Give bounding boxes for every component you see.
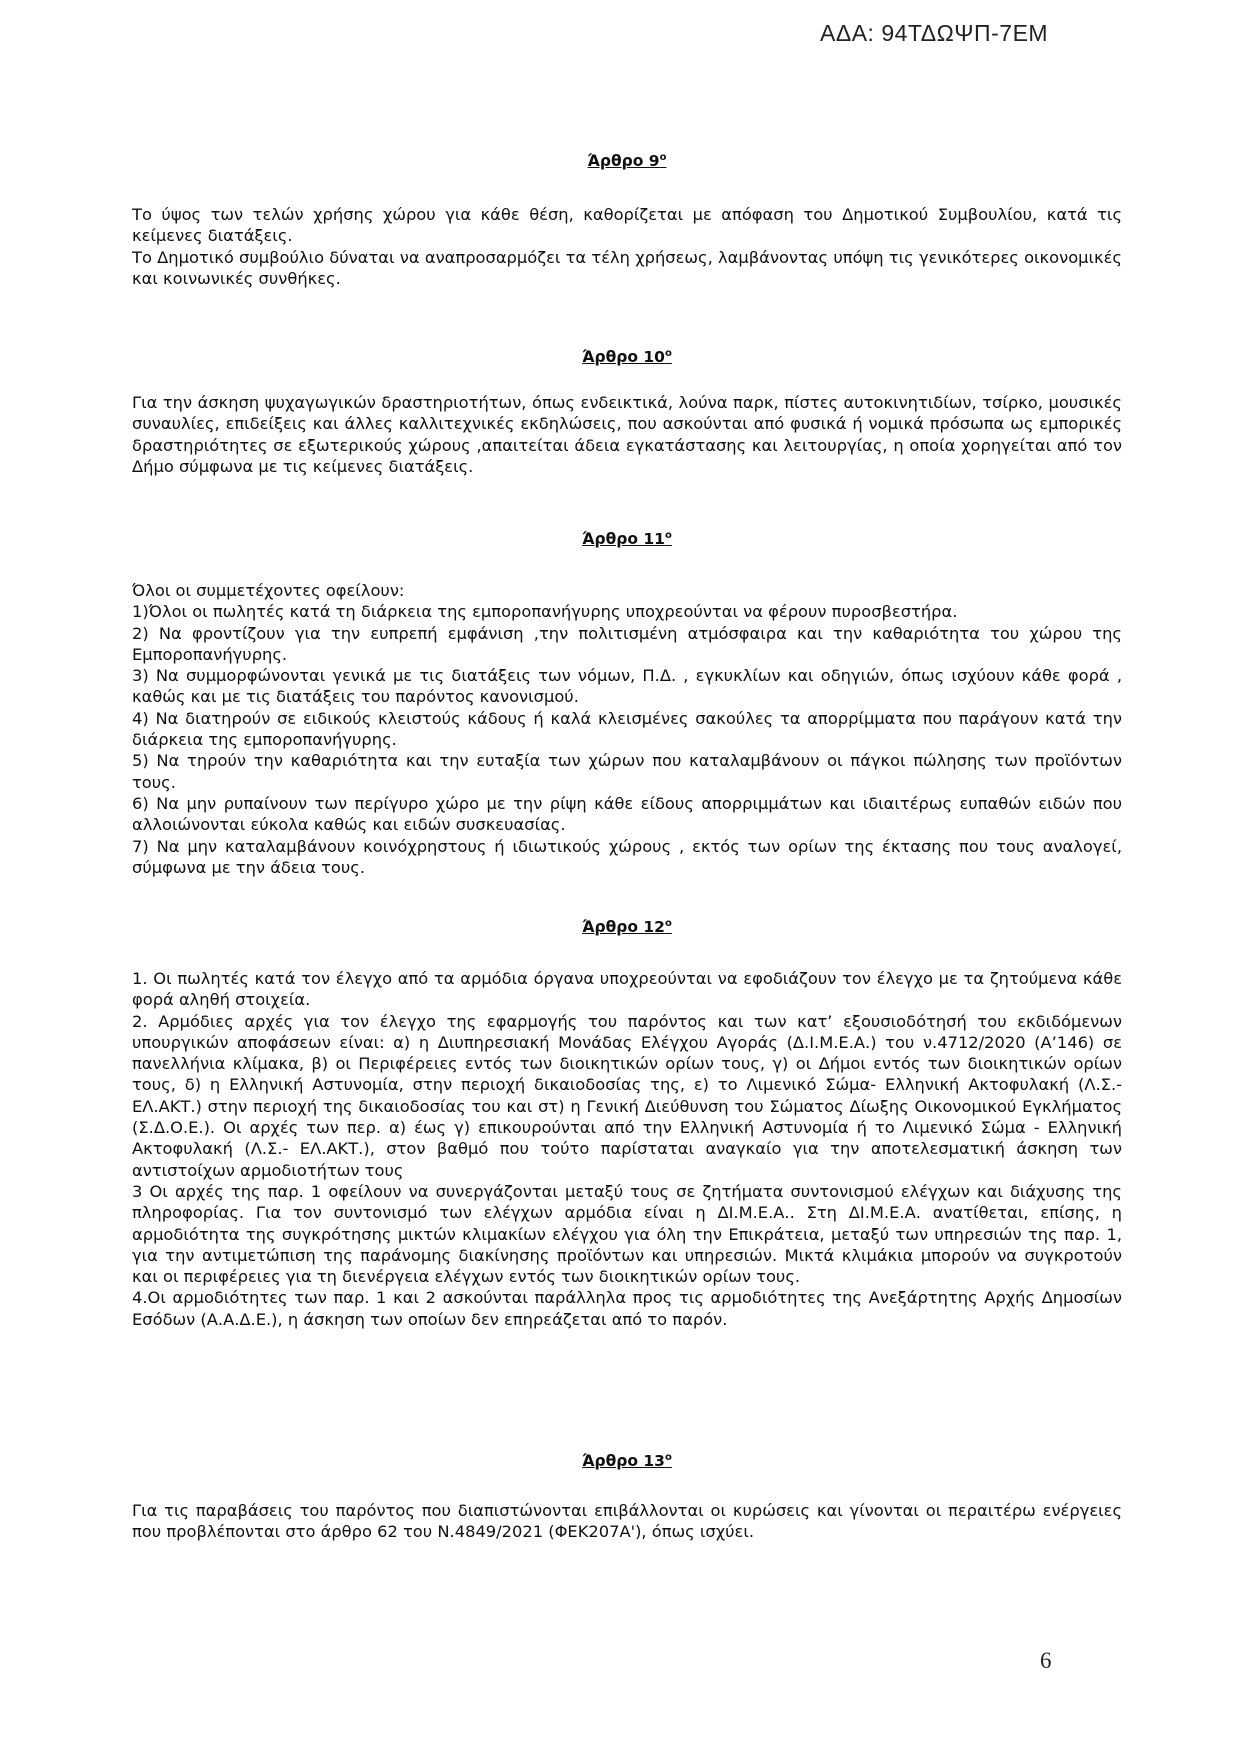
paragraph: 3 Οι αρχές της παρ. 1 οφείλουν να συνεργάζονται μεταξύ τους σε ζητήματα συντονισμού ελέγχων και διάχυσης της πληροφορίας. Για τον συντονισμό των ελέγχων αρμόδια είναι η ΔΙ.Μ.Ε.Α.. Στη ΔΙ.Μ.Ε.Α. ανατίθεται, επίσης, η αρμοδιότητα της συγκρότησης μικτών κλιμακίων ελέγχου για όλη την Επικράτεια, μεταξύ των υπηρεσιών της παρ. 1, για την αντιμετώπιση της παράνομης διακίνησης προϊόντων και υπηρεσιών. Μικτά κλιμάκια μπορούν να συγκροτούν και οι περιφέρειες για τη διενέργεια ελέγχων εντός των διοικητικών ορίων τους. <box>132 1181 1122 1287</box>
article-body <box>132 968 1122 1330</box>
article-body <box>132 1500 1122 1543</box>
paragraph: Για τις παραβάσεις του παρόντος που διαπιστώνονται επιβάλλονται οι κυρώσεις και γίνονται οι περαιτέρω ενέργειες που προβλέπονται στο άρθρο 62 του Ν.4849/2021 (ΦΕΚ207Α'), όπως ισχύει. <box>132 1501 1122 1542</box>
article-heading-text: Άρθρο 12 <box>582 918 665 937</box>
article-heading <box>132 918 1122 936</box>
article-body <box>132 392 1122 477</box>
paragraph: 1. Οι πωλητές κατά τον έλεγχο από τα αρμόδια όργανα υποχρεούνται να εφοδιάζουν τον έλεγχο με τα ζητούμενα κάθε φορά αληθή στοιχεία. <box>132 969 1122 1010</box>
paragraph: 2. Αρμόδιες αρχές για τον έλεγχο της εφαρμογής του παρόντος και των κατ’ εξουσιοδότησή του εκδιδόμενων υπουργικών αποφάσεων είναι: α) η Διυπηρεσιακή Μονάδας Ελέγχου Αγοράς (Δ.Ι.Μ.Ε.Α.) του ν.4712/2020 (Α’146) σε πανελλήνια κλίμακα, β) οι Περιφέρειες εντός των διοικητικών ορίων τους, γ) οι Δήμοι εντός των διοικητικών ορίων τους, δ) η Ελληνική Αστυνομία, στην περιοχή δικαιοδοσίας της, ε) το Λιμενικό Σώμα- Ελληνική Ακτοφυλακή (Λ.Σ.- ΕΛ.ΑΚΤ.) στην περιοχή της δικαιοδοσίας του και στ) η Γενική Διεύθυνση του Σώματος Δίωξης Οικονομικού Εγκλήματος (Σ.Δ.Ο.Ε.). Οι αρχές των περ. α) έως γ) επικουρούνται από την Ελληνική Αστυνομία ή το Λιμενικό Σώμα - Ελληνική Ακτοφυλακή (Λ.Σ.- ΕΛ.ΑΚΤ.), στον βαθμό που τούτο παρίσταται αναγκαίο για την αποτελεσματική άσκηση των αντιστοίχων αρμοδιοτήτων τους <box>132 1011 1122 1180</box>
paragraph: Για την άσκηση ψυχαγωγικών δραστηριοτήτων, όπως ενδεικτικά, λούνα παρκ, πίστες αυτοκινητιδίων, τσίρκο, μουσικές συναυλίες, επιδείξεις και άλλες καλλιτεχνικές εκδηλώσεις, που ασκούνται από φυσικά ή νομικά πρόσωπα ως εμπορικές δραστηριότητες σε εξωτερικούς χώρους ,απαιτείται άδεια εγκατάστασης και λειτουργίας, η οποία χορηγείται από τον Δήμο σύμφωνα με τις κείμενες διατάξεις. <box>132 393 1122 476</box>
article-heading <box>132 530 1122 548</box>
list-item: 3) Να συμμορφώνονται γενικά με τις διατάξεις των νόμων, Π.Δ. , εγκυκλίων και οδηγιών, όπως ισχύουν κάθε φορά , καθώς και με τις διατάξεις του παρόντος κανονισμού. <box>132 666 1122 707</box>
ada-header: ΑΔΑ: 94ΤΔΩΨΠ-7ΕΜ <box>820 20 1049 46</box>
article-body <box>132 204 1122 289</box>
list-item: 2) Να φροντίζουν για την ευπρεπή εμφάνιση ,την πολιτισμένη ατμόσφαιρα και την καθαριότητα του χώρου της Εμποροπανήγυρης. <box>132 623 1122 664</box>
degree-mark: ο <box>659 152 667 163</box>
article-heading <box>132 1452 1122 1470</box>
list-item: 5) Να τηρούν την καθαριότητα και την ευταξία των χώρων που καταλαμβάνουν οι πάγκοι πώλησης των προϊόντων τους. <box>132 751 1122 792</box>
degree-mark: ο <box>664 918 672 929</box>
paragraph: Το Δημοτικό συμβούλιο δύναται να αναπροσαρμόζει τα τέλη χρήσεως, λαμβάνοντας υπόψη τις γενικότερες οικονομικές και κοινωνικές συνθήκες. <box>132 247 1122 288</box>
list-item: 6) Να μην ρυπαίνουν των περίγυρο χώρο με την ρίψη κάθε είδους απορριμμάτων και ιδιαιτέρως ευπαθών ειδών που αλλοιώνονται εύκολα καθώς και ειδών συσκευασίας. <box>132 793 1122 835</box>
paragraph: 4.Οι αρμοδιότητες των παρ. 1 και 2 ασκούνται παράλληλα προς τις αρμοδιότητες της Ανεξάρτητης Αρχής Δημοσίων Εσόδων (Α.Α.Δ.Ε.), η άσκηση των οποίων δεν επηρεάζεται από το παρόν. <box>132 1288 1122 1329</box>
paragraph: Όλοι οι συμμετέχοντες οφείλουν: <box>132 581 405 600</box>
article-heading-text: Άρθρο 10 <box>582 348 665 367</box>
article-heading <box>132 348 1122 366</box>
page-number: 6 <box>1040 1648 1052 1673</box>
article-heading <box>132 152 1122 170</box>
article-heading-text: Άρθρο 13 <box>582 1452 665 1471</box>
degree-mark: ο <box>664 530 672 541</box>
list-item: 1)Όλοι οι πωλητές κατά τη διάρκεια της εμποροπανήγυρης υποχρεούνται να φέρουν πυροσβεστήρα. <box>132 602 958 622</box>
degree-mark: ο <box>664 348 672 359</box>
degree-mark: ο <box>664 1452 672 1463</box>
paragraph: Το ύψος των τελών χρήσης χώρου για κάθε θέση, καθορίζεται με απόφαση του Δημοτικού Συμβουλίου, κατά τις κείμενες διατάξεις. <box>132 205 1122 246</box>
article-heading-text: Άρθρο 11 <box>582 530 665 549</box>
list-item: 7) Να μην καταλαμβάνουν κοινόχρηστους ή ιδιωτικούς χώρους , εκτός των ορίων της έκτασης που τους αναλογεί, σύμφωνα με την άδεια τους. <box>132 836 1122 877</box>
article-heading-text: Άρθρο 9 <box>587 152 660 171</box>
article-body <box>132 580 1122 878</box>
list-item: 4) Να διατηρούν σε ειδικούς κλειστούς κάδους ή καλά κλεισμένες σακούλες τα απορρίμματα που παράγουν κατά την διάρκεια της εμποροπανήγυρης. <box>132 708 1122 750</box>
